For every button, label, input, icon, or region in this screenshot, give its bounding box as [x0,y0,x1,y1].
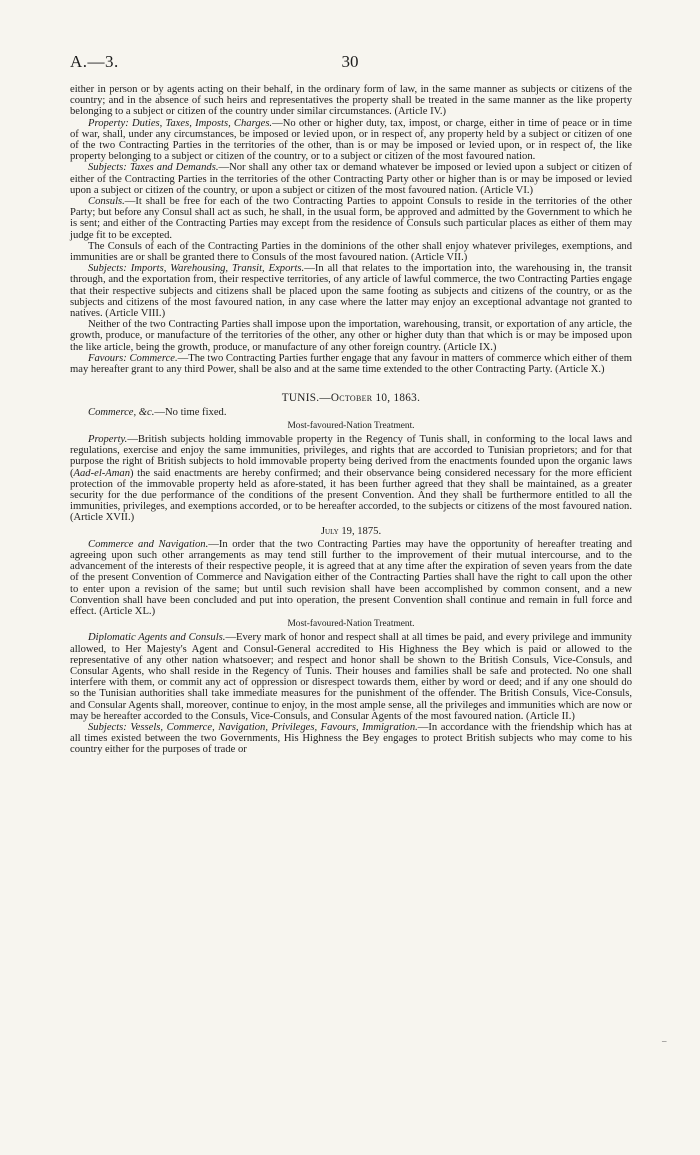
subheading-mfn-2: Most-favoured-Nation Treatment. [287,619,415,630]
paragraph-label: Subjects: Vessels, Commerce, Navigation, Privileges, Favours, Immigration. [88,721,418,733]
paragraph-label: Property: Duties, Taxes, Imposts, Charges. [88,117,273,129]
paragraph-article-iv: either in person or by agents acting on their behalf, in the ordinary form of law, in the same manner as subjects or citizens of the country; and in the absence of such heirs and representatives the property shall be treated in the same manner as the like property belonging to a subject or citizen of the country under similar circumstances. (Article IV.) [70,84,632,118]
paragraph-commerce-navigation: Commerce and Navigation.—In order that the two Contracting Parties may have the opportunity of hereafter treating and agreeing upon such other arrangements as may tend still further to the improvement of their mutual intercourse, and to the advancement of the interests of their respective people, it is agreed that at any time after the expiration of seven years from the date of the present Convention of Commerce and Navigation either of the Contracting Parties shall have the right to call upon the other to enter upon a revision of the same; but until such revision shall have been accomplished by common consent, and a new Convention shall have been concluded and put into operation, the present Convention shall continue and remain in full force and effect. (Article XL.) [70,538,633,617]
paragraph-label: Commerce and Navigation. [88,538,209,550]
margin-mark: – [662,1036,667,1046]
page-number: 30 [341,52,359,71]
paragraph-label: Consuls. [88,196,125,208]
paragraph-label: Subjects: Taxes and Demands. [88,162,219,174]
paragraph-property-duties: Property: Duties, Taxes, Imposts, Charges.—No other or higher duty, tax, impost, or charge, either in time of peace or in time of war, shall, under any circumstances, be imposed or levied upon, or in respect of, any property held by a subject or citizen of one of the two Contracting Parties in the territories of the other, than is or may be imposed or levied upon, or in respect of, the like property belonging to a subject or citizen of the country, or to a subject or citizen of the most favoured nation. [70,117,632,163]
paragraph-favours-commerce: Favours: Commerce.—The two Contracting Parties further engage that any favour in matters of commerce which either of them may hereafter grant to any third Power, shall be also and at the same time extended to the other Contracting Party. (Article X.) [70,352,632,376]
paragraph-subjects-vessels: Subjects: Vessels, Commerce, Navigation, Privileges, Favours, Immigration.—In accordance with the friendship which has at all times existed between the two Governments, His Highness the Bey engages to protect British subjects who may come to his country either for the purposes of trade or [70,721,632,756]
section-date-1875: July 19, 1875. [320,525,382,537]
document-body [70,84,632,756]
paragraph-label: Diplomatic Agents and Consuls. [88,632,226,644]
paragraph-label: Subjects: Imports, Warehousing, Transit, Exports. [88,263,305,275]
paragraph-label: Favours: Commerce. [88,352,178,364]
paragraph-commerce-no-time: Commerce, &c.—No time fixed. [88,407,227,419]
paragraph-consuls-privileges: The Consuls of each of the Contracting Parties in the dominions of the other shall enjoy whatever privileges, exemptions, and immunities are or shall be granted there to Consuls of the most favoured nation. (Article VII.) [70,240,632,264]
page-reference: A.—3. [70,52,119,71]
section-title-tunis: TUNIS.—October 10, 1863. [281,392,421,405]
paragraph-duty-article-ix: Neither of the two Contracting Parties shall impose upon the importation, warehousing, transit, or exportation of any article, the growth, produce, or manufacture of the territories of the other, any other or higher duty than that which is or may be imposed upon the like article, being the growth, produce, or manufacture of any other foreign country. (Article IX.) [70,319,632,353]
paragraph-subjects-taxes: Subjects: Taxes and Demands.—Nor shall any other tax or demand whatever be imposed or levied upon a subject or citizen of either of the Contracting Parties in the territories of the other Contracting Party other or higher than is or may be imposed or levied upon a subject or citizen of the country, or upon a subject or citizen of the most favoured nation. (Article VI.) [70,162,633,196]
page-header [70,52,630,74]
paragraph-consuls: Consuls.—It shall be free for each of the two Contracting Parties to appoint Consuls to reside in the territories of the other Party; but before any Consul shall act as such, he shall, in the usual form, be approved and admitted by the Government to which he is sent; and either of the Contracting Parties may except from the residence of Consuls such particular places as either of them may judge fit to be excepted. [70,196,632,241]
subheading-mfn-1: Most-favoured-Nation Treatment. [287,420,415,431]
paragraph-property-tunis: Property.—British subjects holding immovable property in the Regency of Tunis shall, in conforming to the local laws and regulations, exercise and enjoy the same immunities, privileges, and rights that are accorded to Tunisian proprietors; and for that purpose the right of British subjects to hold immovable property being derived from the enactments founded upon the organic laws (Aad-el-Aman) the said enactments are hereby confirmed; and their observance being considered necessary for the more efficient protection of the immovable property held as afore-stated, it has been further agreed that they shall be maintained, as a greater security for the due performance of the conditions of the present Convention. And they shall be furthermore entitled to all the immunities, privileges, and exemptions accorded, or to be hereafter accorded, to the subjects or citizens of the most favoured nation. (Article XVII.) [70,433,632,524]
paragraph-label: Commerce, &c. [88,407,155,419]
paragraph-subjects-imports: Subjects: Imports, Warehousing, Transit, Exports.—In all that relates to the importation into, the warehousing in, the transit through, and the exportation from, their respective territories, of any article of lawful commerce, the two Contracting Parties engage that their respective subjects and citizens shall be placed upon the same footing as subjects and citizens of the country, or as the subjects and citizens of the most favoured nation, in any case where the latter may enjoy an exceptional advantage not granted to natives. (Article VIII.) [70,263,632,320]
paragraph-label: Property. [88,433,128,445]
paragraph-diplomatic-agents: Diplomatic Agents and Consuls.—Every mark of honor and respect shall at all times be paid, and every privilege and immunity allowed, to Her Majesty's Agent and Consul-General accredited to His Highness the Bey which is paid or allowed to the representative of any other nation whatsoever; and respect and honor shall be shown to the British Consuls, Vice-Consuls, and Consular Agents, who shall reside in the Regency of Tunis. Their houses and families shall be safe and protected. No one shall interfere with them, or commit any act of oppression or disrespect towards them, either by word or deed; and if any one should do so the Tunisian authorities shall take immediate measures for the punishment of the offender. The British Consuls, Vice-Consuls, and Consular Agents shall, moreover, continue to enjoy, in the most ample sense, all the privileges and immunities which are now or may be hereafter accorded to the Consuls, Vice-Consuls, and Consular Agents of the most favoured nation. (Article II.) [70,632,632,722]
